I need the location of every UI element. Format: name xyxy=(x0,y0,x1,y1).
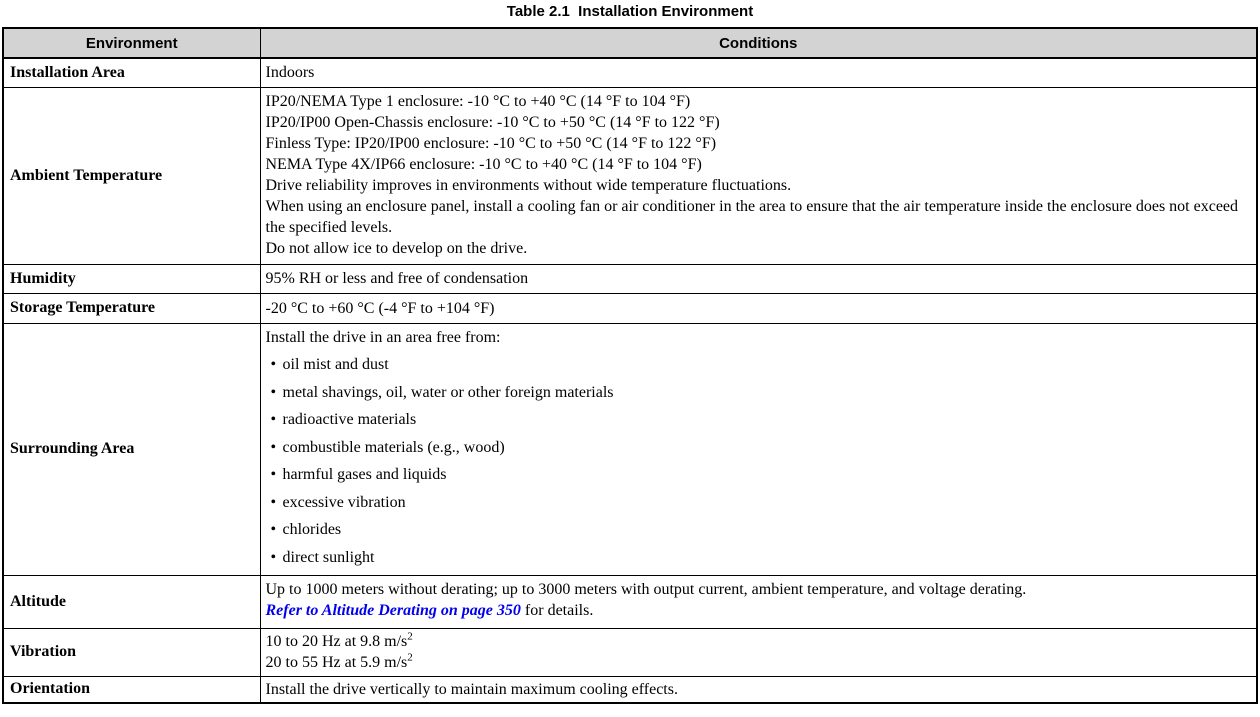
list-item-text: radioactive materials xyxy=(282,411,417,428)
row-label-surrounding-area: Surrounding Area xyxy=(3,323,260,575)
bullet-icon: • xyxy=(270,356,277,373)
bullet-icon: • xyxy=(270,466,277,483)
condition-line: Drive reliability improves in environments without wide temperature fluctuations. xyxy=(265,176,792,194)
free-from-list xyxy=(266,354,1255,568)
condition-line: IP20/IP00 Open-Chassis enclosure: -10 °C to +50 °C (14 °F to 122 °F) xyxy=(265,113,720,131)
vibration-conditions xyxy=(260,628,1257,676)
condition-line xyxy=(266,652,1255,673)
list-item-text: metal shavings, oil, water or other foreign materials xyxy=(282,383,614,401)
ambient-temperature-conditions xyxy=(260,87,1257,264)
bullet-icon: • xyxy=(270,548,277,566)
list-item-text: combustible materials (e.g., wood) xyxy=(282,438,505,456)
installation-environment-table xyxy=(2,27,1258,704)
row-label-ambient-temperature: Ambient Temperature xyxy=(3,87,260,264)
condition-line: Install the drive in an area free from: xyxy=(265,328,501,346)
list-item-text: excessive vibration xyxy=(282,493,406,511)
superscript: 2 xyxy=(407,630,413,643)
table-row-orientation xyxy=(3,676,1257,703)
table-row-surrounding-area xyxy=(3,323,1257,575)
column-header-conditions: Conditions xyxy=(260,28,1257,58)
table-row-humidity xyxy=(3,264,1257,293)
row-label-installation-area: Installation Area xyxy=(3,58,260,87)
condition-line: Finless Type: IP20/IP00 enclosure: -10 °C to +50 °C (14 °F to 122 °F) xyxy=(265,134,717,152)
installation-area-conditions: Indoors xyxy=(260,58,1257,87)
row-label-altitude: Altitude xyxy=(3,575,260,628)
row-label-vibration: Vibration xyxy=(3,628,260,676)
list-item xyxy=(266,547,1255,568)
bullet-icon: • xyxy=(270,493,277,511)
table-row-ambient-temperature xyxy=(3,87,1257,264)
header-row xyxy=(3,28,1257,58)
storage-temperature-conditions: -20 °C to +60 °C (-4 °F to +104 °F) xyxy=(260,293,1257,323)
list-item-text: direct sunlight xyxy=(282,548,375,566)
condition-line: Up to 1000 meters without derating; up to 3000 meters with output current, ambient temperature, and voltage derating. xyxy=(265,580,1027,598)
condition-line xyxy=(266,600,1255,621)
list-item-text: harmful gases and liquids xyxy=(282,466,447,483)
surrounding-area-conditions xyxy=(260,323,1257,575)
list-item xyxy=(266,409,1255,430)
row-label-orientation: Orientation xyxy=(3,676,260,703)
condition-line: Do not allow ice to develop on the drive. xyxy=(265,239,528,257)
vibration-line-1: 10 to 20 Hz at 9.8 m/s xyxy=(265,633,408,650)
vibration-line-2: 20 to 55 Hz at 5.9 m/s xyxy=(265,654,408,671)
condition-line: IP20/NEMA Type 1 enclosure: -10 °C to +40 °C (14 °F to 104 °F) xyxy=(265,92,691,110)
altitude-derating-link[interactable]: Refer to Altitude Derating on page 350 xyxy=(265,601,521,619)
condition-line: When using an enclosure panel, install a cooling fan or air conditioner in the area to ensure that the air temperature inside the enclosure does not exceed the specified levels. xyxy=(265,197,1239,236)
list-item xyxy=(266,492,1255,513)
condition-line: NEMA Type 4X/IP66 enclosure: -10 °C to +40 °C (14 °F to 104 °F) xyxy=(265,155,702,173)
table-row-installation-area xyxy=(3,58,1257,87)
altitude-conditions xyxy=(260,575,1257,628)
bullet-icon: • xyxy=(270,438,277,456)
list-item xyxy=(266,464,1255,485)
list-item xyxy=(266,519,1255,540)
row-label-humidity: Humidity xyxy=(3,264,260,293)
bullet-icon: • xyxy=(270,383,277,401)
humidity-conditions: 95% RH or less and free of condensation xyxy=(260,264,1257,293)
table-row-storage-temperature xyxy=(3,293,1257,323)
list-item xyxy=(266,437,1255,458)
condition-line xyxy=(266,631,1255,652)
link-suffix-text: for details. xyxy=(520,601,594,619)
table-row-vibration xyxy=(3,628,1257,676)
list-item-text: oil mist and dust xyxy=(282,356,389,373)
superscript: 2 xyxy=(407,651,413,664)
list-item xyxy=(266,382,1255,403)
row-label-storage-temperature: Storage Temperature xyxy=(3,293,260,323)
orientation-conditions: Install the drive vertically to maintain maximum cooling effects. xyxy=(260,676,1257,703)
bullet-icon: • xyxy=(270,411,277,428)
list-item-text: chlorides xyxy=(282,521,342,538)
list-item xyxy=(266,354,1255,375)
table-title: Table 2.1 Installation Environment xyxy=(506,3,754,20)
column-header-environment: Environment xyxy=(3,28,260,58)
bullet-icon: • xyxy=(270,521,277,538)
table-row-altitude xyxy=(3,575,1257,628)
